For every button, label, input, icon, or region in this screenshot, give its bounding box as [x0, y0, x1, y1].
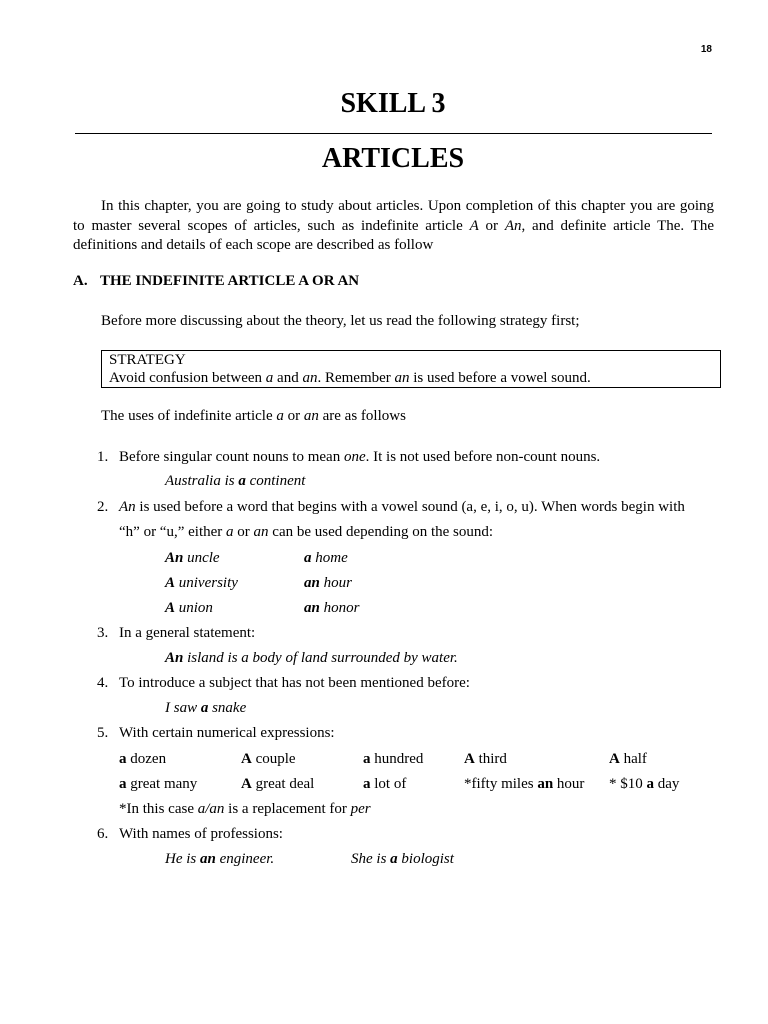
list-number: 4.: [97, 675, 109, 691]
numerical-expression: * $10 a day: [609, 776, 680, 792]
numerical-expression: A great deal: [241, 776, 315, 792]
chapter-title: ARTICLES: [321, 143, 465, 174]
example-sentence: He is an engineer.: [165, 851, 275, 867]
page-number: 18: [700, 44, 712, 55]
list-item-text: In a general statement:: [119, 625, 256, 641]
list-item-text: With certain numerical expressions:: [119, 725, 335, 741]
numerical-expression: a dozen: [119, 751, 167, 767]
example-sentence: Australia is a continent: [165, 473, 306, 489]
title-divider: [75, 133, 712, 134]
strategy-box: [101, 350, 721, 388]
section-heading: A. THE INDEFINITE ARTICLE A OR AN: [73, 273, 360, 289]
list-number: 5.: [97, 725, 109, 741]
list-number: 1.: [97, 449, 109, 465]
list-item-text: “h” or “u,” either a or an can be used depending on the sound:: [119, 524, 494, 540]
footnote: *In this case a/an is a replacement for per: [119, 801, 371, 817]
list-item-text: With names of professions:: [119, 826, 283, 842]
example-sentence: I saw a snake: [165, 700, 247, 716]
strategy-label: STRATEGY: [109, 352, 186, 368]
strategy-text: Avoid confusion between a and an. Remember an is used before a vowel sound.: [109, 370, 591, 386]
example-word: an hour: [304, 575, 352, 591]
list-number: 3.: [97, 625, 109, 641]
example-word: A union: [165, 600, 213, 616]
numerical-expression: a hundred: [363, 751, 424, 767]
skill-title: SKILL 3: [340, 88, 446, 119]
example-word: a home: [304, 550, 348, 566]
list-item-text: Before singular count nouns to mean one. It is not used before non-count nouns.: [119, 449, 601, 465]
list-number: 2.: [97, 499, 109, 515]
numerical-expression: A third: [464, 751, 507, 767]
example-sentence: An island is a body of land surrounded by water.: [165, 650, 458, 666]
list-item-text: An is used before a word that begins with a vowel sound (a, e, i, o, u). When words begin with: [119, 499, 685, 515]
lead-sentence: Before more discussing about the theory, let us read the following strategy first;: [101, 313, 580, 329]
numerical-expression: A half: [609, 751, 647, 767]
numerical-expression: a great many: [119, 776, 198, 792]
uses-intro: The uses of indefinite article a or an are as follows: [101, 408, 406, 424]
numerical-expression: a lot of: [363, 776, 407, 792]
example-word: A university: [165, 575, 238, 591]
intro-paragraph: In this chapter, you are going to study about articles. Upon completion of this chapter you are going to master several scopes of articles, such as indefinite article A or An, and definite article The. The definitions and details of each scope are described as follow: [73, 198, 715, 253]
example-sentence: She is a biologist: [351, 851, 454, 867]
example-word: an honor: [304, 600, 360, 616]
list-number: 6.: [97, 826, 109, 842]
list-item-text: To introduce a subject that has not been mentioned before:: [119, 675, 470, 691]
example-word: An uncle: [165, 550, 220, 566]
numerical-expression: A couple: [241, 751, 296, 767]
numerical-expression: *fifty miles an hour: [464, 776, 585, 792]
